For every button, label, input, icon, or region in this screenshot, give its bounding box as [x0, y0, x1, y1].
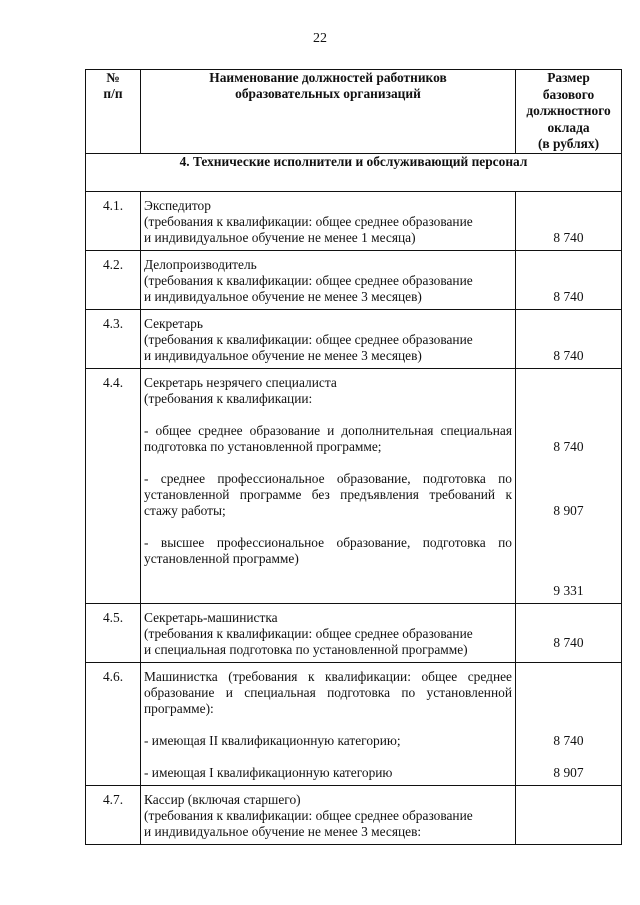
- header-salary-line: базового: [542, 86, 595, 102]
- position-description: [141, 191, 516, 250]
- salary-value: 9 331: [553, 582, 584, 598]
- requirement-item: - имеющая II квалификационную категорию;: [144, 732, 401, 748]
- header-salary-line: должностного: [526, 103, 611, 118]
- table-row: [86, 603, 622, 662]
- salary-value: 8 740: [516, 603, 622, 662]
- header-num-line: №: [106, 70, 120, 85]
- salary-value: 8 907: [553, 502, 584, 518]
- requirement-item: - общее среднее образование и дополнительная специальная подготовка по установленной программе;: [144, 422, 512, 454]
- description-line: Секретарь незрячего специалиста: [144, 374, 337, 390]
- table-row: [86, 309, 622, 368]
- position-description: [141, 662, 516, 785]
- table-row: [86, 785, 622, 844]
- section-title: 4. Технические исполнители и обслуживающий персонал: [86, 153, 622, 191]
- requirement-item: - высшее профессиональное образование, подготовка по установленной программе): [144, 534, 512, 566]
- row-number: 4.7.: [86, 785, 141, 844]
- header-salary-line: (в рублях): [537, 136, 600, 151]
- requirement-item: - имеющая I квалификационную категорию: [144, 764, 393, 780]
- salary-value: 8 740: [516, 309, 622, 368]
- row-number: 4.5.: [86, 603, 141, 662]
- description-line: Секретарь: [144, 315, 203, 331]
- row-number: 4.3.: [86, 309, 141, 368]
- description-line: (требования к квалификации: общее среднее образование: [144, 213, 473, 229]
- table-row: [86, 662, 622, 785]
- position-description: [141, 603, 516, 662]
- salary-value: 8 740: [553, 732, 584, 748]
- table-row: [86, 250, 622, 309]
- header-salary-line: оклада: [547, 119, 590, 135]
- table-row: [86, 191, 622, 250]
- position-description: [141, 368, 516, 603]
- salary-value: 8 740: [516, 250, 622, 309]
- position-description: [141, 785, 516, 844]
- description-line: и индивидуальное обучение не менее 3 месяцев): [144, 347, 422, 363]
- description-line: (требования к квалификации: общее среднее образование: [144, 807, 473, 823]
- header-name-line: Наименование должностей работников: [209, 70, 447, 85]
- header-name-line: образовательных организаций: [235, 86, 421, 101]
- header-salary-line: Размер: [547, 70, 590, 85]
- row-number: 4.2.: [86, 250, 141, 309]
- page-number: 22: [313, 31, 327, 46]
- table-row: [86, 368, 622, 603]
- row-number: 4.4.: [86, 368, 141, 603]
- description-line: (требования к квалификации:: [144, 390, 313, 406]
- header-num-line: п/п: [103, 86, 123, 101]
- position-description: [141, 250, 516, 309]
- description-line: Секретарь-машинистка: [144, 609, 278, 625]
- row-number: 4.1.: [86, 191, 141, 250]
- description-line: Делопроизводитель: [144, 256, 257, 272]
- description-line: и специальная подготовка по установленной программе): [144, 641, 468, 657]
- salary-values: [516, 662, 622, 785]
- description-line: и индивидуальное обучение не менее 1 месяца): [144, 229, 416, 245]
- salary-table: [85, 69, 622, 845]
- description-line: (требования к квалификации: общее среднее образование: [144, 272, 473, 288]
- description-text: Машинистка (требования к квалификации: общее среднее образование и специальная подготовка по установленной программе):: [144, 668, 512, 716]
- description-line: Кассир (включая старшего): [144, 791, 301, 807]
- salary-values: [516, 368, 622, 603]
- description-line: Экспедитор: [144, 197, 211, 213]
- position-description: [141, 309, 516, 368]
- header-salary: [516, 70, 622, 154]
- description-line: и индивидуальное обучение не менее 3 месяцев:: [144, 823, 422, 839]
- section-row: [86, 153, 622, 191]
- header-name: [141, 70, 516, 154]
- salary-value: [516, 785, 622, 844]
- header-row: [86, 70, 622, 154]
- header-num: [86, 70, 141, 154]
- row-number: 4.6.: [86, 662, 141, 785]
- description-line: (требования к квалификации: общее среднее образование: [144, 625, 473, 641]
- salary-value: 8 740: [553, 438, 584, 454]
- requirement-item: - среднее профессиональное образование, подготовка по установленной программе без предъявления требований к стажу работы;: [144, 470, 512, 518]
- description-line: и индивидуальное обучение не менее 3 месяцев): [144, 288, 422, 304]
- description-line: (требования к квалификации: общее среднее образование: [144, 331, 473, 347]
- salary-value: 8 740: [516, 191, 622, 250]
- salary-value: 8 907: [553, 764, 584, 780]
